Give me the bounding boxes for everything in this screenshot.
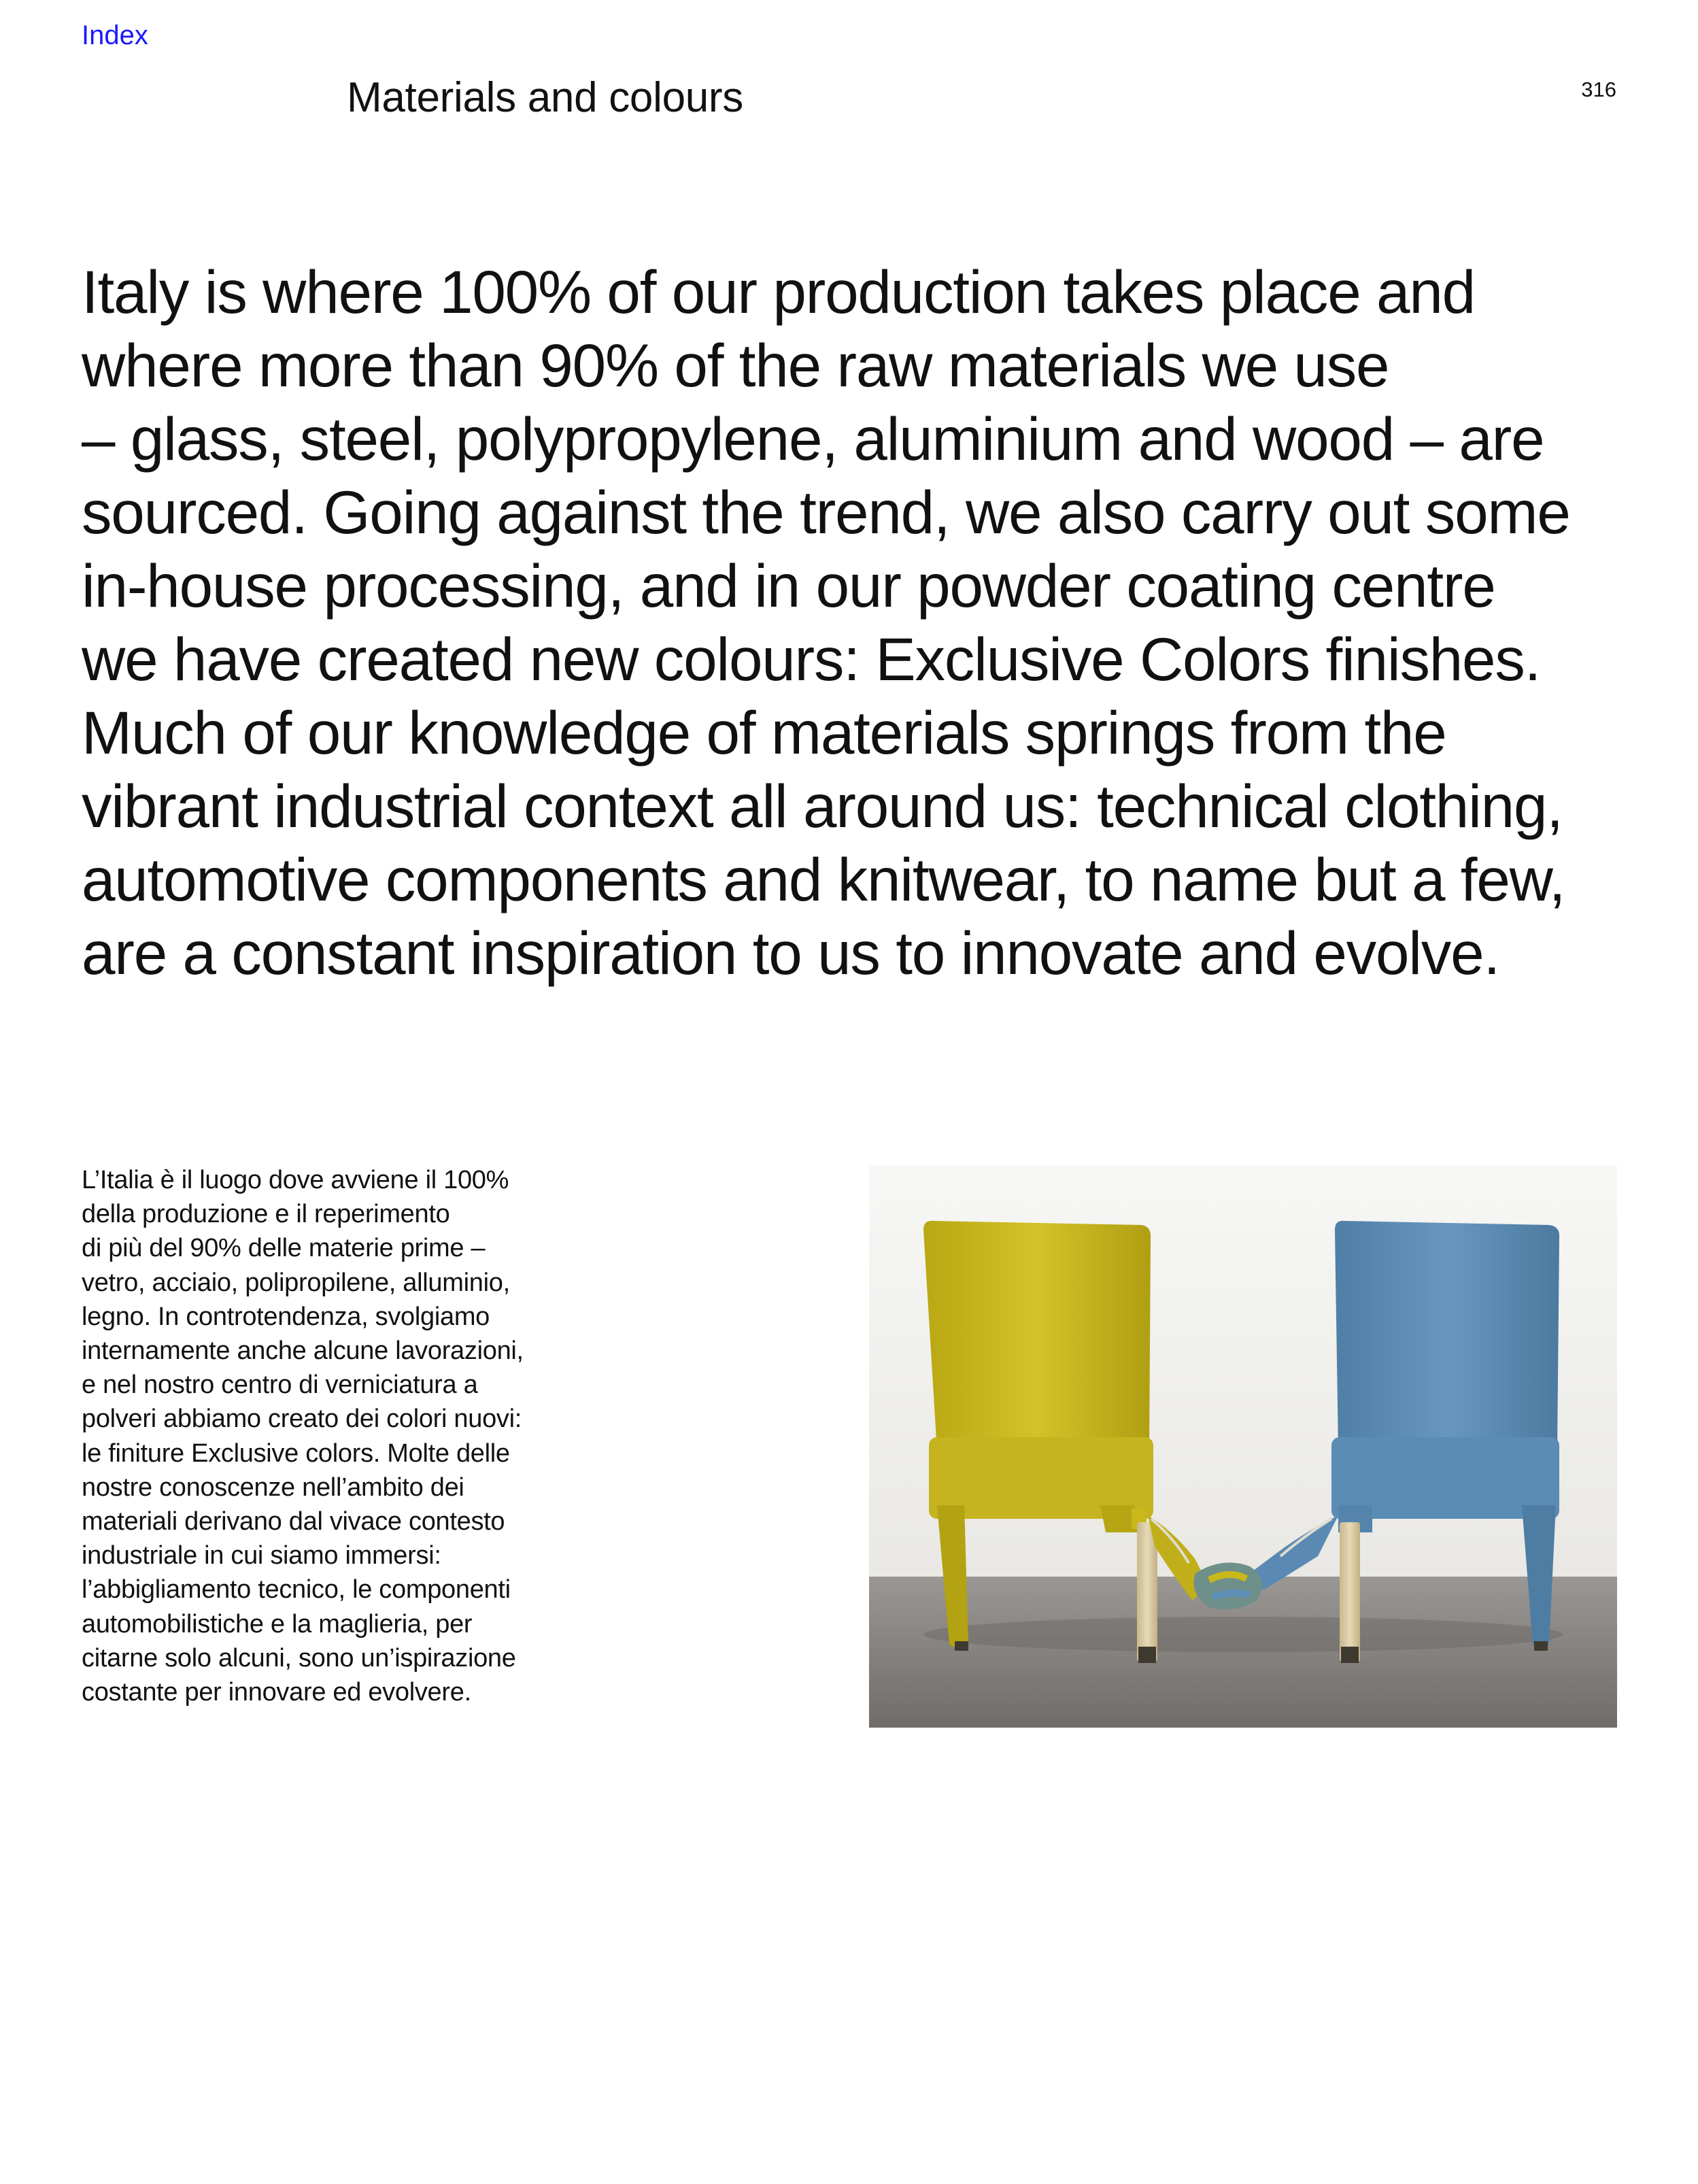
lead-paragraph bbox=[82, 255, 1632, 990]
index-link[interactable]: Index bbox=[82, 20, 148, 50]
italian-line: della produzione e il reperimento bbox=[82, 1200, 450, 1229]
italian-line: le finiture Exclusive colors. Molte delle bbox=[82, 1439, 510, 1468]
lead-line: Much of our knowledge of materials springs from the bbox=[82, 699, 1446, 767]
lead-line: we have created new colours: Exclusive Colors finishes. bbox=[82, 625, 1541, 693]
lead-line: where more than 90% of the raw materials we use bbox=[82, 331, 1389, 399]
lead-line: – glass, steel, polypropylene, aluminium and wood – are bbox=[82, 405, 1544, 473]
page-number: 316 bbox=[1581, 78, 1616, 101]
lead-line: in-house processing, and in our powder coating centre bbox=[82, 552, 1495, 620]
lead-line: sourced. Going against the trend, we also carry out some bbox=[82, 478, 1570, 546]
lead-line: are a constant inspiration to us to innovate and evolve. bbox=[82, 919, 1500, 987]
italian-line: automobilistiche e la maglieria, per bbox=[82, 1609, 473, 1639]
italian-line: legno. In controtendenza, svolgiamo bbox=[82, 1302, 490, 1331]
fabric-knot bbox=[1194, 1562, 1263, 1609]
italian-line: internamente anche alcune lavorazioni, bbox=[82, 1337, 524, 1366]
italian-line: L’Italia è il luogo dove avviene il 100% bbox=[82, 1166, 509, 1194]
section-title: Materials and colours bbox=[347, 74, 743, 121]
italian-paragraph bbox=[82, 1163, 571, 1709]
italian-line: polveri abbiamo creato dei colori nuovi: bbox=[82, 1405, 522, 1434]
italian-line: l’abbigliamento tecnico, le componenti bbox=[82, 1575, 511, 1605]
italian-line: materiali derivano dal vivace contesto bbox=[82, 1507, 505, 1536]
italian-line: vetro, acciaio, polipropilene, alluminio, bbox=[82, 1268, 510, 1297]
italian-line: citarne solo alcuni, sono un’ispirazione bbox=[82, 1643, 516, 1673]
italian-line: nostre conoscenze nell’ambito dei bbox=[82, 1473, 464, 1502]
italian-line: costante per innovare ed evolvere. bbox=[82, 1678, 471, 1707]
italian-line: e nel nostro centro di verniciatura a bbox=[82, 1371, 478, 1400]
lead-line: automotive components and knitwear, to name but a few, bbox=[82, 845, 1565, 913]
lead-line: Italy is where 100% of our production takes place and bbox=[82, 258, 1475, 326]
floor-shadow bbox=[923, 1617, 1563, 1652]
chairs-photo bbox=[869, 1165, 1617, 1728]
lead-line: vibrant industrial context all around us: technical clothing, bbox=[82, 772, 1563, 840]
italian-line: di più del 90% delle materie prime – bbox=[82, 1234, 486, 1263]
italian-line: industriale in cui siamo immersi: bbox=[82, 1541, 441, 1570]
